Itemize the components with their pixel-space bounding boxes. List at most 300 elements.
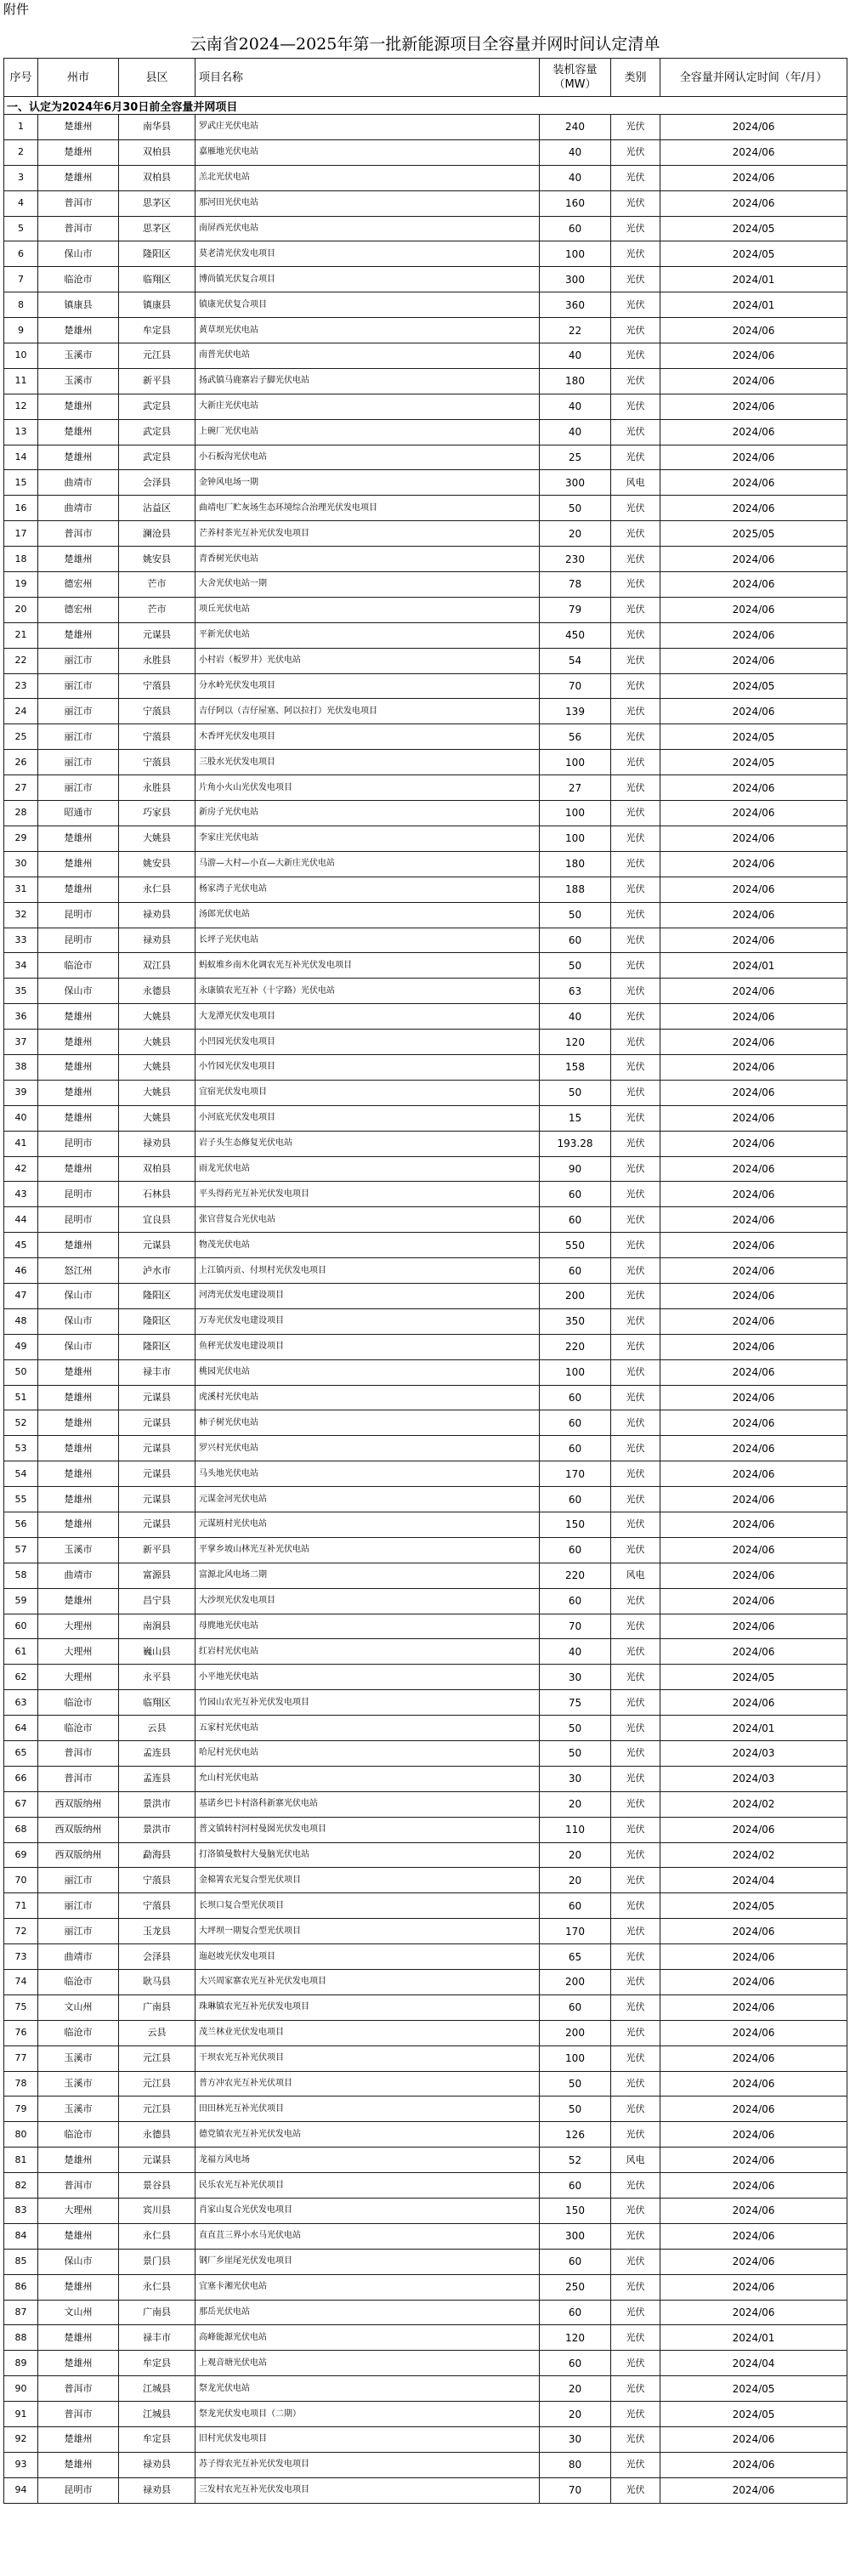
row-number: 65 (4, 1741, 38, 1767)
row-project-name: 李家庄光伏电站 (196, 826, 540, 851)
table-row (4, 1994, 847, 2020)
row-type: 光伏 (611, 1994, 660, 2020)
row-city: 楚雄州 (38, 1410, 119, 1436)
row-county: 元谋县 (119, 1436, 196, 1461)
row-type: 光伏 (611, 292, 660, 318)
row-project-name: 上观音塘光伏电站 (196, 2351, 540, 2376)
table-row (4, 496, 847, 521)
row-number: 24 (4, 699, 38, 724)
row-number: 27 (4, 775, 38, 801)
row-date: 2024/06 (660, 2274, 847, 2300)
row-type: 光伏 (611, 2020, 660, 2045)
table-row (4, 394, 847, 419)
row-county: 玉龙县 (119, 1919, 196, 1944)
row-type: 光伏 (611, 2097, 660, 2122)
row-project-name: 马游—大村—小直—大新庄光伏电站 (196, 851, 540, 877)
row-city: 楚雄州 (38, 1436, 119, 1461)
table-row (4, 1716, 847, 1741)
row-county: 宁蒗县 (119, 750, 196, 775)
table-row (4, 2376, 847, 2402)
row-city: 楚雄州 (38, 445, 119, 470)
row-city: 保山市 (38, 241, 119, 267)
row-type: 光伏 (611, 190, 660, 216)
row-capacity: 50 (540, 902, 611, 928)
row-capacity: 40 (540, 394, 611, 419)
row-county: 元谋县 (119, 1461, 196, 1487)
row-project-name: 三股水光伏发电项目 (196, 750, 540, 775)
row-number: 13 (4, 419, 38, 445)
row-project-name: 汤郎光伏电站 (196, 902, 540, 928)
row-capacity: 550 (540, 1233, 611, 1258)
row-capacity: 25 (540, 445, 611, 470)
row-capacity: 200 (540, 2020, 611, 2045)
row-county: 武定县 (119, 419, 196, 445)
row-project-name: 大新庄光伏电站 (196, 394, 540, 419)
row-date: 2024/06 (660, 1970, 847, 1995)
row-project-name: 肖家山复合光伏发电项目 (196, 2199, 540, 2224)
header-capacity: 装机容量（MW） (540, 59, 611, 97)
row-county: 景洪市 (119, 1817, 196, 1842)
row-date: 2024/06 (660, 318, 847, 343)
row-project-name: 旧村光伏发电项目 (196, 2427, 540, 2453)
row-county: 双柏县 (119, 1156, 196, 1182)
table-row (4, 572, 847, 598)
row-project-name: 南屏西光伏电站 (196, 216, 540, 241)
table-row (4, 521, 847, 547)
row-city: 普洱市 (38, 2173, 119, 2199)
row-city: 楚雄州 (38, 1030, 119, 1055)
row-number: 31 (4, 877, 38, 902)
row-date: 2024/06 (660, 1994, 847, 2020)
row-county: 元谋县 (119, 1385, 196, 1410)
row-type: 光伏 (611, 1690, 660, 1716)
row-city: 大理州 (38, 1614, 119, 1639)
row-date: 2024/03 (660, 1766, 847, 1791)
row-city: 玉溪市 (38, 1537, 119, 1563)
table-row (4, 597, 847, 622)
row-type: 光伏 (611, 165, 660, 190)
row-county: 新平县 (119, 1537, 196, 1563)
row-type: 光伏 (611, 115, 660, 140)
row-city: 文山州 (38, 1994, 119, 2020)
row-capacity: 70 (540, 1614, 611, 1639)
row-city: 楚雄州 (38, 1487, 119, 1512)
row-city: 昆明市 (38, 1131, 119, 1156)
row-number: 67 (4, 1791, 38, 1817)
row-county: 巍山县 (119, 1639, 196, 1665)
row-city: 昆明市 (38, 2477, 119, 2503)
row-number: 60 (4, 1614, 38, 1639)
row-city: 丽江市 (38, 1919, 119, 1944)
row-county: 禄丰市 (119, 1359, 196, 1385)
row-city: 楚雄州 (38, 2351, 119, 2376)
row-capacity: 60 (540, 1258, 611, 1284)
row-number: 7 (4, 267, 38, 292)
row-county: 云县 (119, 1716, 196, 1741)
row-type: 光伏 (611, 877, 660, 902)
row-county: 宁蒗县 (119, 673, 196, 699)
row-type: 光伏 (611, 1766, 660, 1791)
row-number: 86 (4, 2274, 38, 2300)
row-city: 楚雄州 (38, 547, 119, 572)
row-number: 62 (4, 1665, 38, 1690)
row-project-name: 苏子得农光互补光伏发电项目 (196, 2452, 540, 2477)
row-county: 永胜县 (119, 775, 196, 801)
row-city: 大理州 (38, 1665, 119, 1690)
row-county: 姚安县 (119, 851, 196, 877)
row-project-name: 小平地光伏电站 (196, 1665, 540, 1690)
row-project-name: 小村岩（板罗井）光伏电站 (196, 648, 540, 673)
row-project-name: 大龙潭光伏发电项目 (196, 1004, 540, 1030)
table-row (4, 2402, 847, 2427)
row-project-name: 宜宿光伏发电项目 (196, 1080, 540, 1105)
row-project-name: 物茂光伏电站 (196, 1233, 540, 1258)
row-city: 楚雄州 (38, 851, 119, 877)
table-row (4, 419, 847, 445)
row-date: 2024/06 (660, 419, 847, 445)
row-city: 临沧市 (38, 1970, 119, 1995)
row-type: 光伏 (611, 1233, 660, 1258)
table-row (4, 1893, 847, 1919)
row-project-name: 打洛镇曼数村大曼脑光伏电站 (196, 1842, 540, 1868)
row-capacity: 56 (540, 724, 611, 750)
row-type: 光伏 (611, 2173, 660, 2199)
row-date: 2024/06 (660, 851, 847, 877)
row-type: 光伏 (611, 1970, 660, 1995)
row-county: 澜沧县 (119, 521, 196, 547)
row-type: 光伏 (611, 2376, 660, 2402)
row-project-name: 祭龙光伏电站 (196, 2376, 540, 2402)
row-city: 曲靖市 (38, 470, 119, 496)
row-capacity: 100 (540, 241, 611, 267)
row-number: 30 (4, 851, 38, 877)
row-city: 普洱市 (38, 190, 119, 216)
row-project-name: 长坝口复合型光伏项目 (196, 1893, 540, 1919)
row-county: 宁蒗县 (119, 1893, 196, 1919)
row-project-name: 项丘光伏电站 (196, 597, 540, 622)
table-row (4, 1080, 847, 1105)
table-row (4, 1944, 847, 1970)
row-county: 巧家县 (119, 801, 196, 826)
row-capacity: 200 (540, 1283, 611, 1308)
table-row (4, 1385, 847, 1410)
row-date: 2024/06 (660, 1004, 847, 1030)
row-date: 2024/06 (660, 979, 847, 1004)
row-number: 42 (4, 1156, 38, 1182)
row-capacity: 30 (540, 1665, 611, 1690)
row-number: 53 (4, 1436, 38, 1461)
row-project-name: 雨龙光伏电站 (196, 1156, 540, 1182)
row-date: 2024/06 (660, 2477, 847, 2503)
row-capacity: 170 (540, 1919, 611, 1944)
row-date: 2024/06 (660, 2173, 847, 2199)
row-type: 光伏 (611, 673, 660, 699)
row-capacity: 30 (540, 1766, 611, 1791)
row-project-name: 张官营复合光伏电站 (196, 1207, 540, 1233)
row-county: 镇康县 (119, 292, 196, 318)
row-city: 楚雄州 (38, 622, 119, 648)
row-type: 光伏 (611, 1410, 660, 1436)
row-number: 78 (4, 2071, 38, 2097)
row-county: 隆阳区 (119, 1334, 196, 1359)
table-row (4, 2097, 847, 2122)
table-row (4, 699, 847, 724)
row-capacity: 100 (540, 801, 611, 826)
row-city: 昭通市 (38, 801, 119, 826)
row-number: 82 (4, 2173, 38, 2199)
row-city: 楚雄州 (38, 165, 119, 190)
row-project-name: 黄草坝光伏电站 (196, 318, 540, 343)
row-county: 芒市 (119, 597, 196, 622)
row-number: 15 (4, 470, 38, 496)
row-date: 2024/06 (660, 1283, 847, 1308)
row-date: 2024/06 (660, 1639, 847, 1665)
row-city: 楚雄州 (38, 2325, 119, 2351)
row-capacity: 450 (540, 622, 611, 648)
row-date: 2024/05 (660, 241, 847, 267)
row-date: 2024/06 (660, 1410, 847, 1436)
row-number: 6 (4, 241, 38, 267)
row-type: 光伏 (611, 1156, 660, 1182)
row-county: 牟定县 (119, 2351, 196, 2376)
row-city: 丽江市 (38, 648, 119, 673)
row-type: 光伏 (611, 1716, 660, 1741)
row-capacity: 22 (540, 318, 611, 343)
row-number: 35 (4, 979, 38, 1004)
row-number: 16 (4, 496, 38, 521)
row-project-name: 龙福方风电场 (196, 2148, 540, 2173)
row-project-name: 扬武镇马鹿寨岩子脚光伏电站 (196, 368, 540, 394)
row-date: 2024/06 (660, 1308, 847, 1334)
table-row (4, 1970, 847, 1995)
row-type: 光伏 (611, 2351, 660, 2376)
row-type: 光伏 (611, 1842, 660, 1868)
row-capacity: 40 (540, 1004, 611, 1030)
row-number: 81 (4, 2148, 38, 2173)
row-project-name: 羔北光伏电站 (196, 165, 540, 190)
row-project-name: 那岳光伏电站 (196, 2300, 540, 2325)
row-number: 39 (4, 1080, 38, 1105)
row-county: 思茅区 (119, 190, 196, 216)
row-number: 59 (4, 1588, 38, 1614)
table-row (4, 267, 847, 292)
row-type: 光伏 (611, 547, 660, 572)
row-number: 48 (4, 1308, 38, 1334)
row-project-name: 罗兴村光伏电站 (196, 1436, 540, 1461)
row-type: 光伏 (611, 2452, 660, 2477)
row-county: 芒市 (119, 572, 196, 598)
row-city: 楚雄州 (38, 1359, 119, 1385)
table-row (4, 1004, 847, 1030)
row-county: 大姚县 (119, 1054, 196, 1080)
row-type: 光伏 (611, 750, 660, 775)
row-number: 51 (4, 1385, 38, 1410)
row-project-name: 大沙坝光伏发电项目 (196, 1588, 540, 1614)
header-project-name: 项目名称 (196, 59, 540, 97)
row-project-name: 小竹园光伏发电项目 (196, 1054, 540, 1080)
row-date: 2024/06 (660, 2045, 847, 2071)
row-city: 普洱市 (38, 2402, 119, 2427)
row-capacity: 100 (540, 1359, 611, 1385)
table-row (4, 1690, 847, 1716)
row-city: 大理州 (38, 1639, 119, 1665)
row-date: 2024/06 (660, 2122, 847, 2148)
row-city: 楚雄州 (38, 1461, 119, 1487)
row-capacity: 60 (540, 1588, 611, 1614)
row-date: 2024/06 (660, 1080, 847, 1105)
row-date: 2024/06 (660, 115, 847, 140)
table-row (4, 1665, 847, 1690)
row-capacity: 300 (540, 267, 611, 292)
row-type: 光伏 (611, 699, 660, 724)
row-number: 76 (4, 2020, 38, 2045)
row-type: 光伏 (611, 597, 660, 622)
row-city: 楚雄州 (38, 2148, 119, 2173)
row-city: 普洱市 (38, 2376, 119, 2402)
row-capacity: 60 (540, 1207, 611, 1233)
table-row (4, 724, 847, 750)
row-number: 20 (4, 597, 38, 622)
row-number: 69 (4, 1842, 38, 1868)
table-row (4, 1461, 847, 1487)
row-project-name: 普文镇转村河村曼囡光伏发电项目 (196, 1817, 540, 1842)
row-number: 90 (4, 2376, 38, 2402)
row-project-name: 金棉箐农光复合型光伏项目 (196, 1868, 540, 1893)
row-project-name: 小河底光伏发电项目 (196, 1105, 540, 1131)
row-city: 玉溪市 (38, 368, 119, 394)
table-row (4, 190, 847, 216)
table-row (4, 902, 847, 928)
row-type: 光伏 (611, 1207, 660, 1233)
row-project-name: 富源北风电场二期 (196, 1563, 540, 1588)
row-number: 18 (4, 547, 38, 572)
row-project-name: 基诺乡巴卡村洛科新寨光伏电站 (196, 1791, 540, 1817)
row-type: 光伏 (611, 1030, 660, 1055)
row-type: 光伏 (611, 724, 660, 750)
row-type: 光伏 (611, 1004, 660, 1030)
row-type: 光伏 (611, 953, 660, 979)
row-city: 文山州 (38, 2300, 119, 2325)
row-type: 光伏 (611, 2045, 660, 2071)
row-city: 西双版纳州 (38, 1817, 119, 1842)
row-county: 勐海县 (119, 1842, 196, 1868)
row-capacity: 30 (540, 2427, 611, 2453)
row-date: 2024/05 (660, 673, 847, 699)
row-type: 光伏 (611, 1868, 660, 1893)
row-number: 17 (4, 521, 38, 547)
row-city: 玉溪市 (38, 2071, 119, 2097)
row-city: 楚雄州 (38, 1105, 119, 1131)
row-capacity: 300 (540, 470, 611, 496)
row-date: 2024/06 (660, 1614, 847, 1639)
row-capacity: 75 (540, 1690, 611, 1716)
row-city: 昆明市 (38, 902, 119, 928)
row-type: 光伏 (611, 2071, 660, 2097)
header-type: 类别 (611, 59, 660, 97)
row-project-name: 上江镇丙贡、付坝村光伏发电项目 (196, 1258, 540, 1284)
row-project-name: 元谋金河光伏电站 (196, 1487, 540, 1512)
row-city: 楚雄州 (38, 2427, 119, 2453)
row-type: 光伏 (611, 2477, 660, 2503)
page-title: 云南省2024—2025年第一批新能源项目全容量并网时间认定清单 (190, 35, 660, 54)
row-number: 63 (4, 1690, 38, 1716)
row-type: 光伏 (611, 343, 660, 369)
row-capacity: 80 (540, 2452, 611, 2477)
row-city: 楚雄州 (38, 1054, 119, 1080)
row-type: 光伏 (611, 979, 660, 1004)
row-capacity: 240 (540, 115, 611, 140)
row-date: 2024/06 (660, 648, 847, 673)
row-project-name: 德党镇农光互补光伏发电站 (196, 2122, 540, 2148)
row-county: 隆阳区 (119, 1308, 196, 1334)
row-county: 南涧县 (119, 1614, 196, 1639)
table-header-row (4, 59, 847, 97)
row-city: 曲靖市 (38, 1563, 119, 1588)
row-capacity: 63 (540, 979, 611, 1004)
row-number: 29 (4, 826, 38, 851)
table-row (4, 2274, 847, 2300)
table-row (4, 1614, 847, 1639)
table-row (4, 1233, 847, 1258)
row-city: 镇康县 (38, 292, 119, 318)
row-county: 武定县 (119, 394, 196, 419)
row-date: 2024/04 (660, 1868, 847, 1893)
table-row (4, 1182, 847, 1207)
row-type: 光伏 (611, 1588, 660, 1614)
row-number: 73 (4, 1944, 38, 1970)
table-row (4, 673, 847, 699)
row-number: 14 (4, 445, 38, 470)
row-project-name: 河湾光伏发电建设项目 (196, 1283, 540, 1308)
table-row (4, 1487, 847, 1512)
row-date: 2024/06 (660, 1258, 847, 1284)
row-capacity: 170 (540, 1461, 611, 1487)
row-number: 34 (4, 953, 38, 979)
row-capacity: 220 (540, 1563, 611, 1588)
row-number: 68 (4, 1817, 38, 1842)
row-date: 2024/06 (660, 801, 847, 826)
row-type: 风电 (611, 470, 660, 496)
row-project-name: 迤赵坡光伏发电项目 (196, 1944, 540, 1970)
row-capacity: 60 (540, 1182, 611, 1207)
row-type: 光伏 (611, 1639, 660, 1665)
row-number: 36 (4, 1004, 38, 1030)
table-row (4, 1741, 847, 1767)
row-date: 2024/05 (660, 1665, 847, 1690)
table-row (4, 1410, 847, 1436)
row-county: 云县 (119, 2020, 196, 2045)
row-county: 永仁县 (119, 877, 196, 902)
row-capacity: 188 (540, 877, 611, 902)
row-type: 光伏 (611, 928, 660, 953)
row-county: 元谋县 (119, 622, 196, 648)
row-number: 71 (4, 1893, 38, 1919)
row-number: 10 (4, 343, 38, 369)
row-number: 1 (4, 115, 38, 140)
row-type: 光伏 (611, 2427, 660, 2453)
row-city: 楚雄州 (38, 826, 119, 851)
row-number: 52 (4, 1410, 38, 1436)
table-row (4, 1868, 847, 1893)
row-project-name: 干坝农光互补光伏项目 (196, 2045, 540, 2071)
row-county: 景门县 (119, 2249, 196, 2274)
table-row (4, 801, 847, 826)
row-city: 丽江市 (38, 699, 119, 724)
row-county: 宾川县 (119, 2199, 196, 2224)
row-capacity: 60 (540, 1893, 611, 1919)
row-date: 2024/01 (660, 2325, 847, 2351)
row-county: 景谷县 (119, 2173, 196, 2199)
